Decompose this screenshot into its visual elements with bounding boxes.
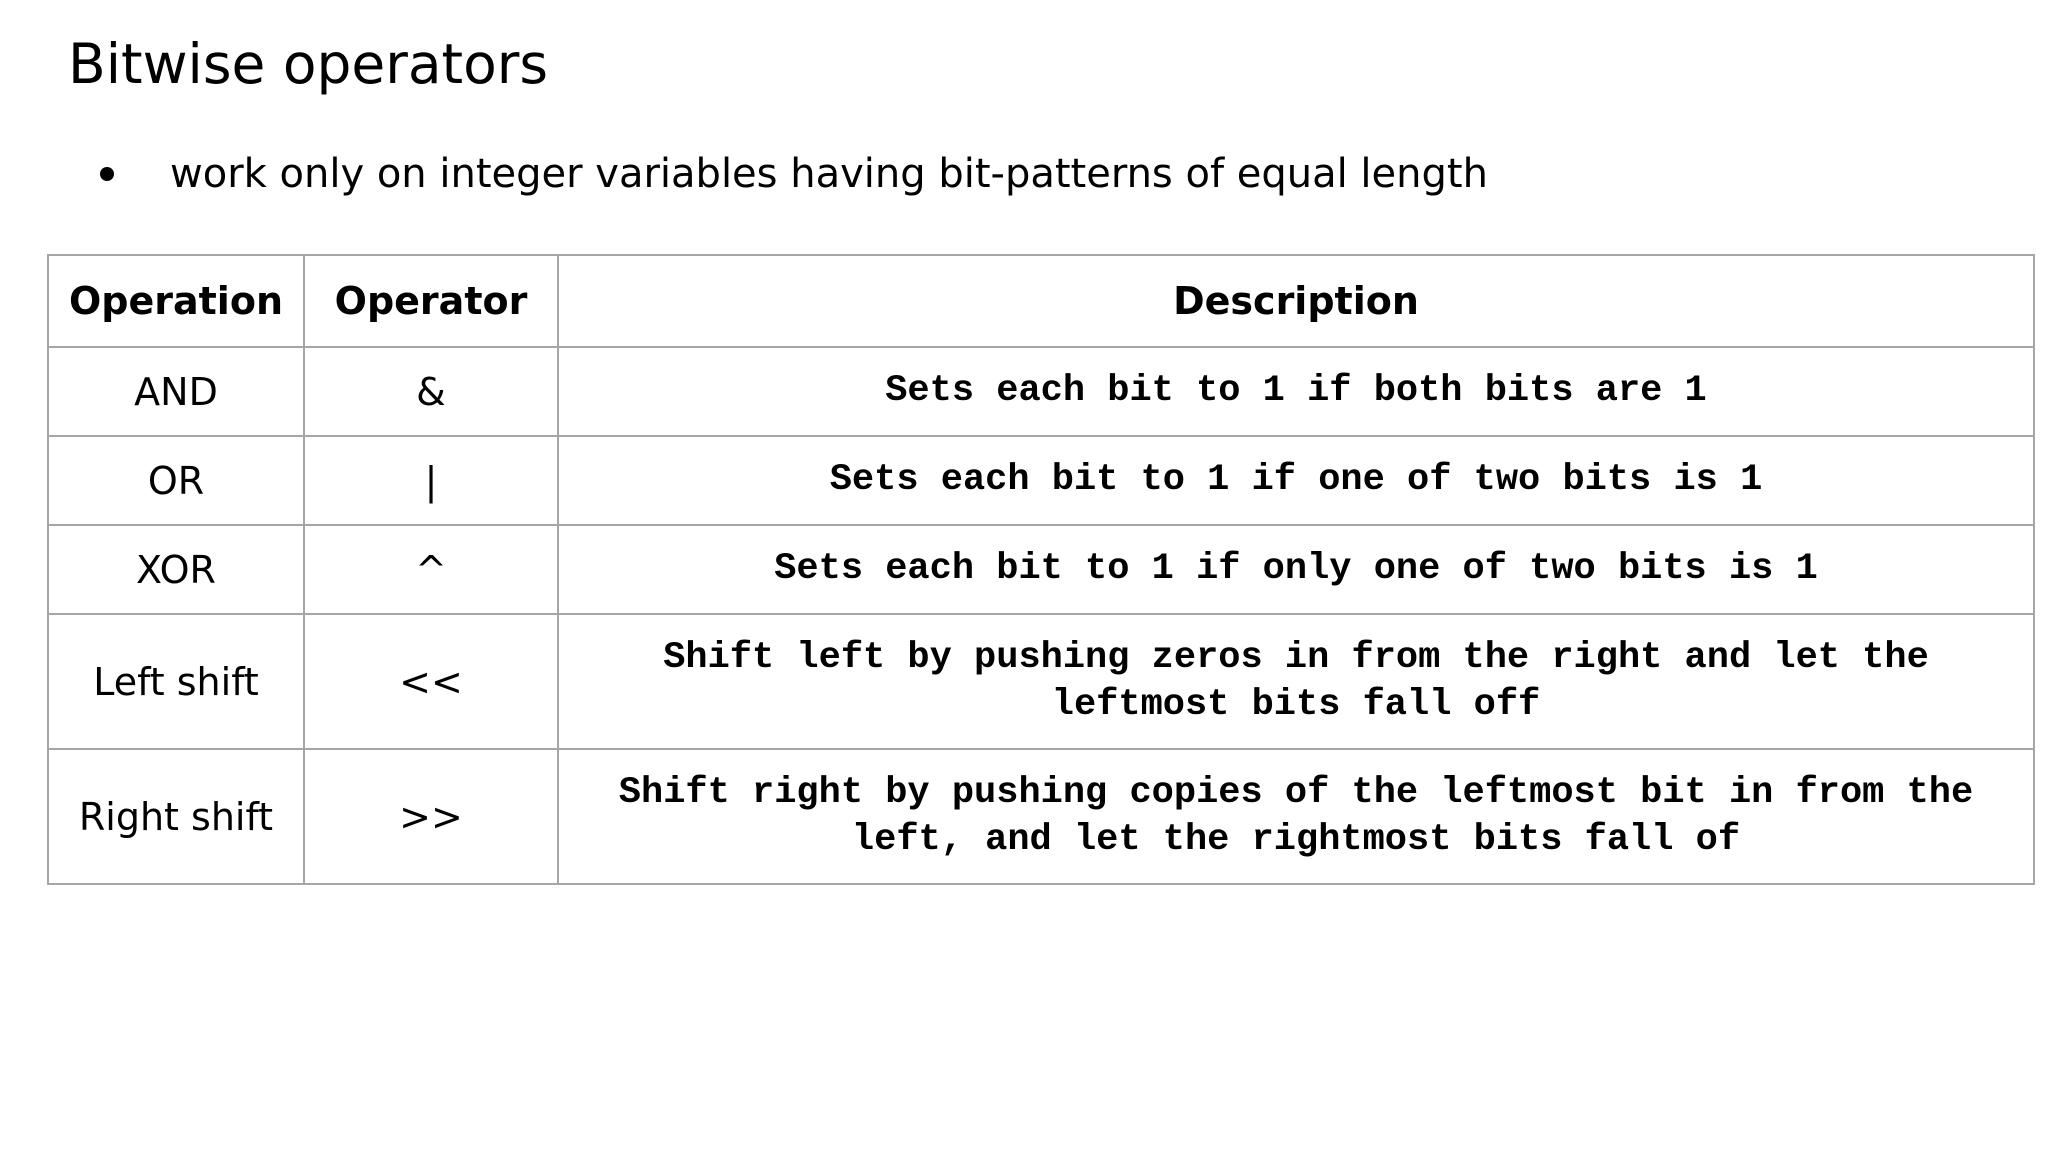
header-operator: Operator — [304, 255, 558, 347]
operator-cell: ^ — [304, 525, 558, 614]
table-row-or — [48, 436, 2034, 525]
bullet-text: work only on integer variables having bit-patterns of equal length — [170, 151, 1488, 197]
slide-title: Bitwise operators — [68, 32, 549, 96]
operation-cell: OR — [48, 436, 304, 525]
operation-cell: Right shift — [48, 749, 304, 884]
bullet-item — [90, 144, 1488, 204]
header-operation: Operation — [48, 255, 304, 347]
description-cell: Shift right by pushing copies of the leftmost bit in from the left, and let the rightmost bits fall of — [558, 749, 2034, 884]
operator-cell: & — [304, 347, 558, 436]
operator-cell: >> — [304, 749, 558, 884]
description-cell: Sets each bit to 1 if only one of two bits is 1 — [558, 525, 2034, 614]
header-description: Description — [558, 255, 2034, 347]
bullet-dot-icon — [100, 167, 114, 181]
operation-cell: AND — [48, 347, 304, 436]
table-row-left-shift — [48, 614, 2034, 749]
operation-cell: XOR — [48, 525, 304, 614]
operator-cell: << — [304, 614, 558, 749]
table-row-xor — [48, 525, 2034, 614]
table-header-row — [48, 255, 2034, 347]
description-cell: Sets each bit to 1 if both bits are 1 — [558, 347, 2034, 436]
operation-cell: Left shift — [48, 614, 304, 749]
table-row-and — [48, 347, 2034, 436]
description-cell: Shift left by pushing zeros in from the right and let the leftmost bits fall off — [558, 614, 2034, 749]
description-cell: Sets each bit to 1 if one of two bits is 1 — [558, 436, 2034, 525]
operator-cell: | — [304, 436, 558, 525]
bitwise-operators-table — [47, 254, 2035, 885]
table-row-right-shift — [48, 749, 2034, 884]
